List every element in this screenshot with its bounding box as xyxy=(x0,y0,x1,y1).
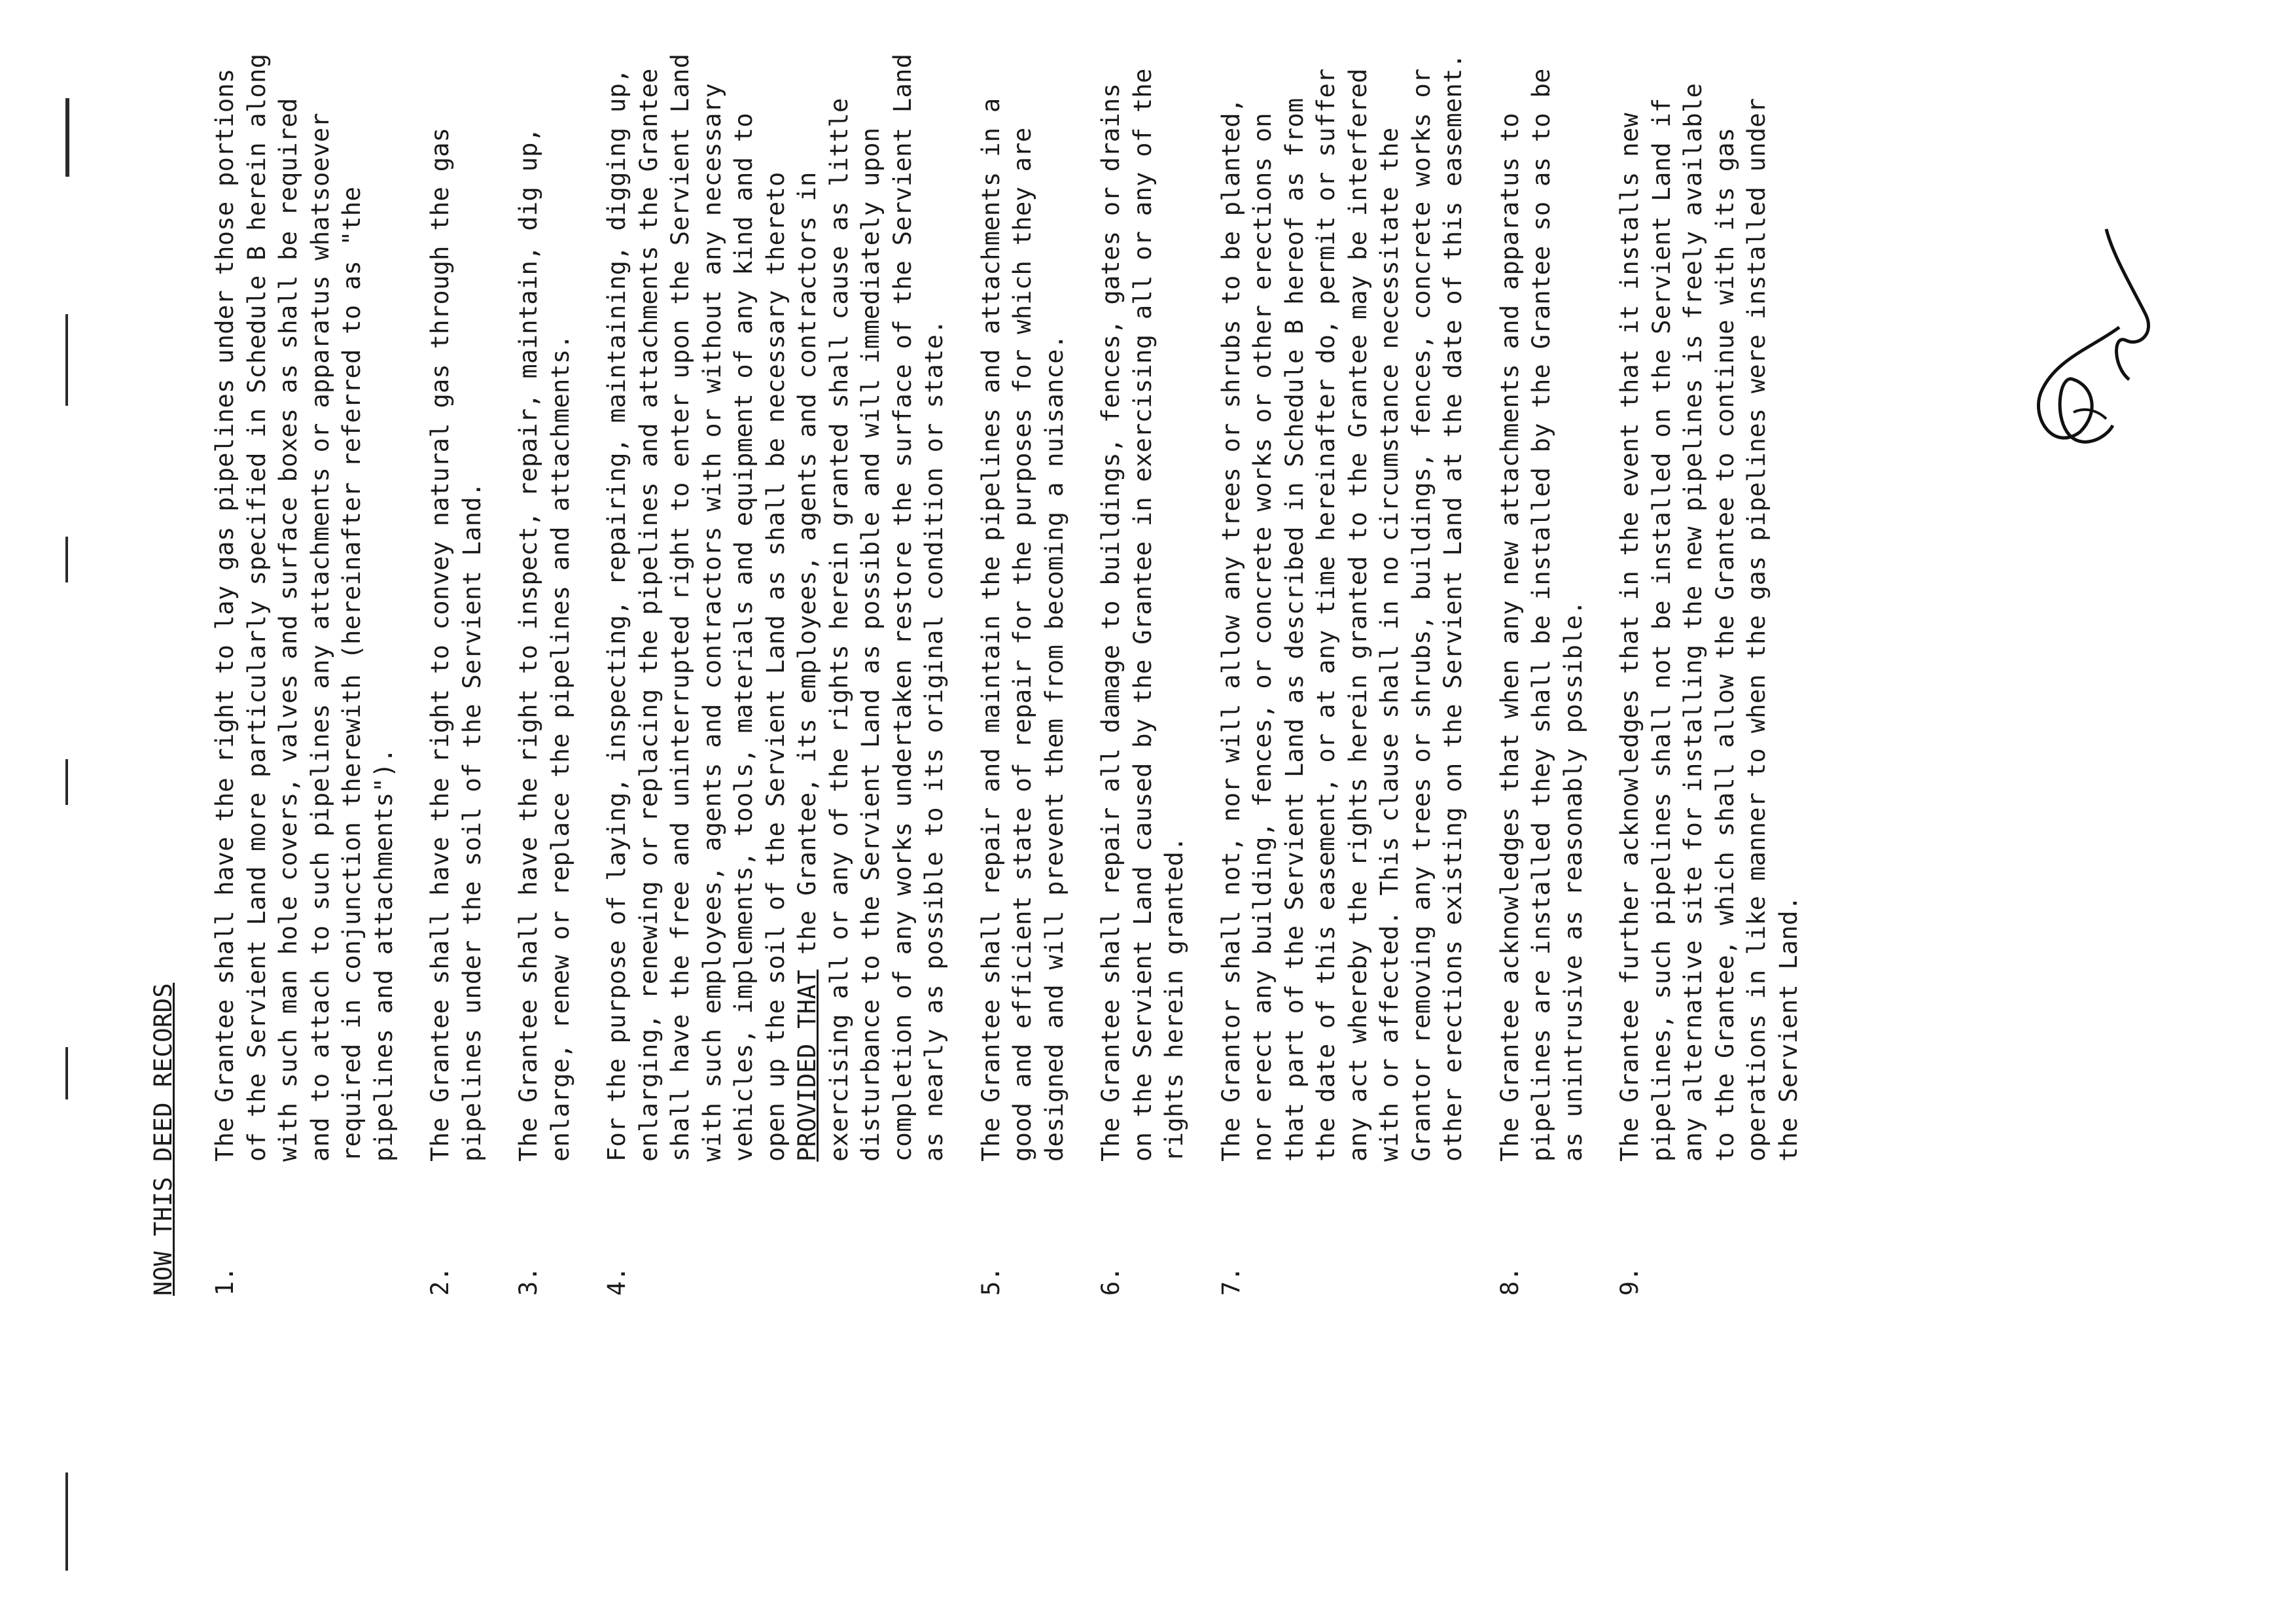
clause-text: The Grantee shall have the right to lay gas pipelines under those portions of the Servient Land more particularly specified in Schedule B herein along with such man hole covers, valves and surface boxes as shall be required and to attach to such pipelines any attachments or apparatus whatsoever required in conjunction therewith (hereinafter referred to as "the pipelines and attachments"). xyxy=(211,53,398,1162)
clause-1 xyxy=(209,39,400,1296)
clause-2 xyxy=(425,39,488,1296)
scan-edge-mark xyxy=(65,314,68,406)
scan-edge-mark xyxy=(65,759,68,805)
document-body xyxy=(147,39,1829,1296)
clause-text: The Grantee shall repair all damage to buildings, fences, gates or drains on the Servient Land caused by the Grantee in exercising all or any of the rights herein granted. xyxy=(1097,68,1188,1162)
clause-text: The Grantee shall repair and maintain the pipelines and attachments in a good and efficient state of repair for the purposes for which they are designed and will prevent them from becoming a nuisance. xyxy=(976,98,1069,1162)
clause-number: 9. xyxy=(1616,1266,1644,1296)
clause-number: 6. xyxy=(1097,1266,1125,1296)
clause-text xyxy=(601,39,951,1162)
clause-number: 8. xyxy=(1495,1266,1524,1296)
clause-text-part: For the purpose of laying, inspecting, repairing, maintaining, digging up, enlarging, renewing or replacing the pipelines and attachments the Grantee shall have the free and uninterrupted right to enter upon the Servient Land with such employees, agents and contractors with or without any necessary vehicles, implements, tools, materials and equipment of any kind and to open up the soil of the Servient Land as shall be necessary thereto xyxy=(603,53,790,1162)
clause-number: 3. xyxy=(514,1266,542,1296)
clause-5 xyxy=(976,39,1071,1296)
clause-number: 7. xyxy=(1216,1266,1245,1296)
clause-4 xyxy=(601,39,951,1296)
scan-edge-mark xyxy=(65,537,68,582)
clause-3 xyxy=(513,39,576,1296)
scan-edge-mark xyxy=(65,1472,68,1571)
clause-number: 1. xyxy=(211,1266,239,1296)
clause-number: 4. xyxy=(603,1266,631,1296)
clause-text: The Grantee acknowledges that when any new attachments and apparatus to pipelines are installed they shall be installed by the Grantee so as to be as unintrusive as reasonably possible. xyxy=(1495,68,1587,1162)
section-heading: NOW THIS DEED RECORDS xyxy=(149,982,177,1296)
scan-edge-mark xyxy=(65,98,69,177)
clause-9 xyxy=(1614,39,1805,1296)
clause-number: 2. xyxy=(426,1266,454,1296)
clause-number: 5. xyxy=(976,1266,1005,1296)
clause-7 xyxy=(1216,39,1470,1296)
clause-8 xyxy=(1494,39,1590,1296)
clause-text: The Grantee shall have the right to convey natural gas through the gas pipelines under the soil of the Servient Land. xyxy=(426,127,486,1162)
clause-text-part: the Grantee, its employees, agents and contractors in exercising all or any of the rights herein granted shall cause as little disturbance to the Servient Land as possible and will immediately upon completion of any works undertaken restore the surface of the Servient Land as nearly as possible to its original condition or state. xyxy=(793,53,948,1162)
provided-that-underlined: PROVIDED THAT xyxy=(793,969,821,1162)
clause-text: The Grantor shall not, nor will allow any trees or shrubs to be planted, nor erect any building, fences, or concrete works or other erections on that part of the Servient Land as described in Schedule B hereof as from the date of this easement, or at any time hereinafter do, permit or suffer any act whereby the rights herein granted to the Grantee may be interfered with or affected. This clause shall in no circumstance necessitate the Grantor removing any trees or shrubs, buildings, fences, concrete works or other erections existing on the Servient Land at the date of this easement. xyxy=(1216,53,1467,1162)
scan-edge-mark xyxy=(65,1047,68,1099)
clause-text: The Grantee further acknowledges that in the event that it installs new pipelines, such pipelines shall not be installed on the Servient Land if any alternative site for installing the new pipelines is freely available to the Grantee, which shall allow the Grantee to continue with its gas operations in like manner to when the gas pipelines were installed under the Servient Land. xyxy=(1616,82,1803,1162)
clause-text: The Grantee shall have the right to inspect, repair, maintain, dig up, enlarge, renew or replace the pipelines and attachments. xyxy=(514,127,574,1162)
signature-initials xyxy=(2015,216,2198,491)
clause-6 xyxy=(1095,39,1191,1296)
